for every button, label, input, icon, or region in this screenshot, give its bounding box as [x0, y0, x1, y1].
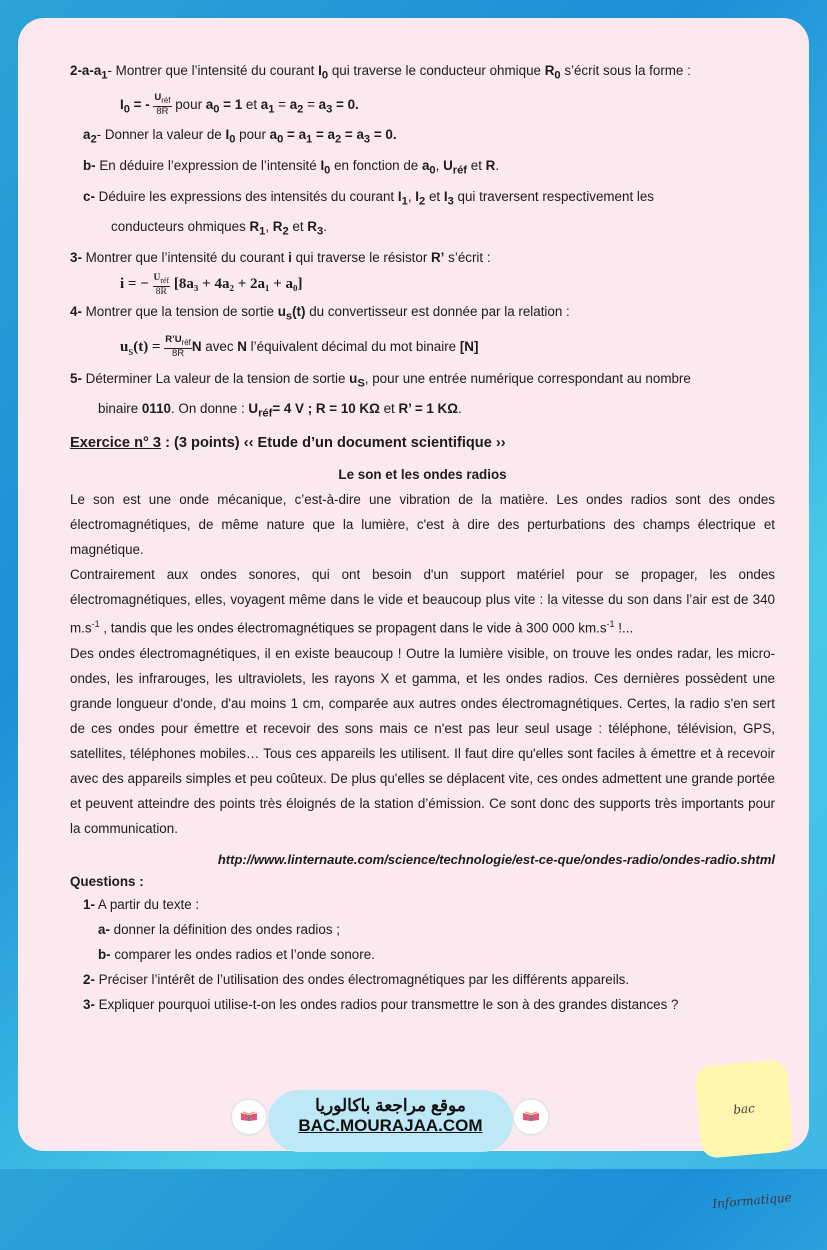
paragraph-1: Le son est une onde mécanique, c’est-à-dire une vibration de la matière. Les ondes radios sont des ondes électromagnétiques, de même nature que la lumière, c'est à dire des perturbations des champs électrique et magnétique.: [70, 492, 775, 558]
page-frame: [18, 18, 809, 1151]
question-2a1: $2-a-a_1-$ Montrer que l’intensité du courant $I_0$ qui traverse le conducteur ohmique $R_0$ s’écrit sous la forme :: [70, 63, 691, 82]
question-3-doc: 3- Expliquer pourquoi utilise-t-on les ondes radios pour transmettre le son à des grandes distances ?: [83, 996, 679, 1012]
question-2a2: $a_2-$ Donner la valeur de $I_0$ pour $a_0 = a_1 = a_2 = a_3 = 0$.: [83, 127, 397, 147]
question-3: 3- Montrer que l’intensité du courant i qui traverse le résistor R’ s’écrit :: [70, 250, 491, 266]
equation-I0: $I_0$ = - $\frac{U_{réf}}{8R}$ pour $a_0 = 1$ et $a_1 = a_2 = a_3 = 0$.: [120, 92, 359, 118]
site-banner[interactable]: [268, 1090, 513, 1152]
question-2c: c- Déduire les expressions des intensités du courant $I_1$, $I_2$ et $I_3$ qui traversent respectivement les conducteurs ohmiques $R_1$, $R_2$ et $R_3$.: [83, 188, 655, 239]
document-body: [70, 58, 775, 1017]
book-logo-icon: [512, 1098, 550, 1136]
question-2: 2- Préciser l’intérêt de l’utilisation des ondes électromagnétiques par les différents appareils.: [83, 971, 630, 987]
site-url-link[interactable]: BAC.MOURAJAA.COM: [298, 1116, 483, 1135]
equation-us: $u_s(t)$ = $\frac{R’U_{réf}}{8R}$ N avec N l’équivalent décimal du mot binaire [N]: [120, 334, 479, 360]
document-title: Le son et les ondes radios: [338, 467, 507, 483]
paragraph-2: Contrairement aux ondes sonores, qui ont besoin d'un support matériel pour se propager, les ondes électromagnétiques, elles, voyagent même dans le vide et beaucoup plus vite : la vitesse du son dans l’air est de 340 $m.s^{-1}$ , tandis que les ondes électromagnétiques se propagent dans le vide à 300 000 $km.s^{-1}$ !...: [70, 567, 775, 636]
questions-section: Questions : 1- A partir du texte : a- donner la définition des ondes radios ; b- comparer les ondes radios et l’onde sonore. 2- Préciser l’intérêt de l’utilisation des ondes électromagnétiques par les différents appareils. 3- Expliquer pourquoi utilise-t-on les ondes radios pour transmettre le son à des grandes distances ?: [70, 872, 775, 1017]
site-name-arabic: موقع مراجعة باكالوريا: [315, 1096, 466, 1115]
question-1a: a- donner la définition des ondes radios ;: [98, 921, 340, 937]
source-link: http://www.linternaute.com/science/technologie/est-ce-que/ondes-radio/ondes-radio.shtml: [217, 851, 775, 867]
question-5: 5- Déterminer La valeur de la tension de sortie $u_S$, pour une entrée numérique correspondant au nombre binaire 0110. On donne : $U_{réf}= 4$ V ; R = 10 KΩ et R’ = 1 KΩ.: [70, 370, 691, 421]
book-logo-icon: [230, 1098, 268, 1136]
exercise-3-heading: Exercice n° 3 : (3 points) ‹‹ Etude d’un document scientifique ››: [70, 435, 506, 452]
bac-informatique-badge: bac Informatique: [694, 1059, 794, 1159]
equation-i: i = − $\frac{U_{réf}}{8R}$ [8a₃ + 4a₂ + 2a₁ + a₀]: [120, 272, 303, 297]
paragraph-3: Des ondes électromagnétiques, il en existe beaucoup ! Outre la lumière visible, on trouve les ondes radar, les micro-ondes, les infrarouges, les ultraviolets, les rayons X et gamma, et les ondes radios. Ces dernières possèdent une grande longueur d'onde, d'au moins 1 cm, comparée aux autres ondes électromagnétiques. Certes, la radio s'en sert de ces ondes pour émettre et recevoir des sons mais ce n'est pas leur seul usage : téléphone, télévision, GPS, satellites, téléphones mobiles… Tous ces appareils les utilisent. Il faut dire qu'elles sont faciles à émettre et à recevoir avec des appareils simples et peu coûteux. De plus qu'elles se déplacent vite, ces ondes admettent une grande portée et peuvent atteindre des points très éloignés de la station d’émission. Ce sont donc des supports très importants pour la communication.: [70, 645, 775, 836]
question-4: 4- Montrer que la tension de sortie $u_s(t)$ du convertisseur est donnée par la relation :: [70, 304, 570, 323]
question-2b: b- En déduire l’expression de l’intensité $I_0$ en fonction de $a_0$, $U_{réf}$ et R.: [83, 158, 500, 177]
question-1: 1- A partir du texte :: [83, 896, 200, 912]
question-1b: b- comparer les ondes radios et l’onde sonore.: [98, 946, 375, 962]
